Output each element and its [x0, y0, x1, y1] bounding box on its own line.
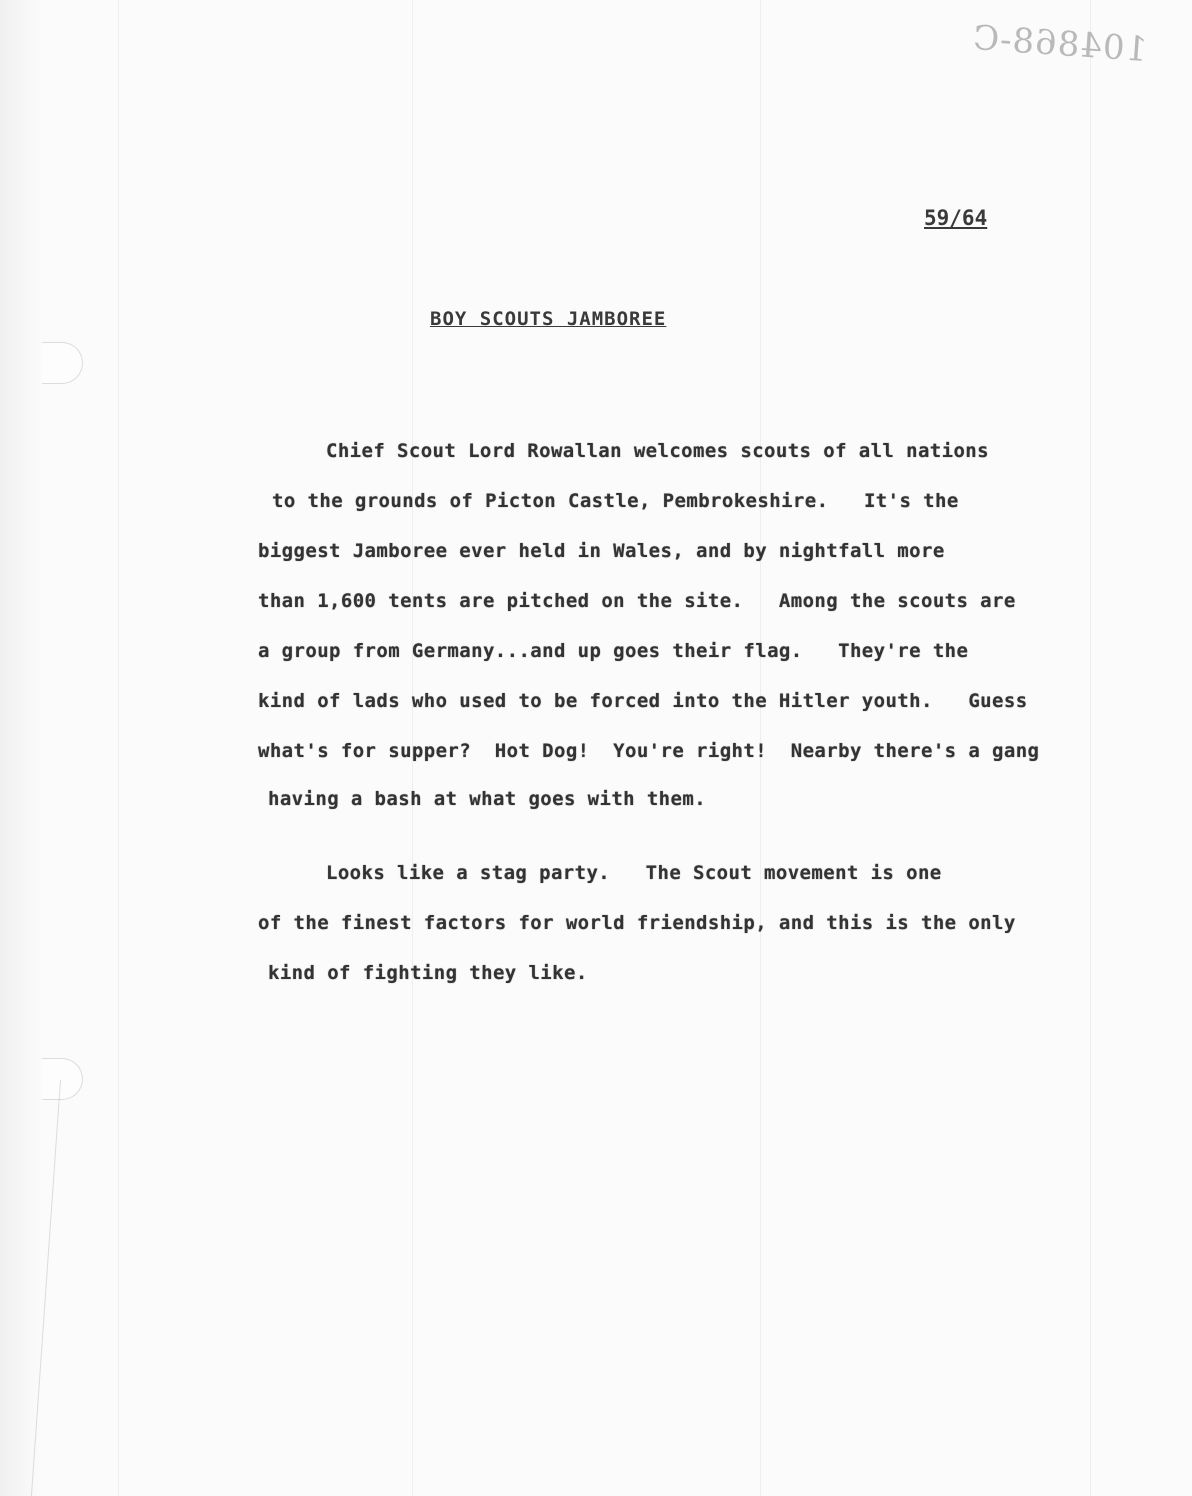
- paragraph1-line: to the grounds of Picton Castle, Pembrokeshire. It's the: [272, 490, 959, 512]
- page-curl-edge: [0, 1080, 61, 1496]
- paragraph1-line: a group from Germany...and up goes their flag. They're the: [258, 640, 969, 662]
- paragraph1-line: than 1,600 tents are pitched on the site. Among the scouts are: [258, 590, 1016, 612]
- paragraph1-line: biggest Jamboree ever held in Wales, and by nightfall more: [258, 540, 945, 562]
- paragraph2-line: of the finest factors for world friendship, and this is the only: [258, 912, 1016, 934]
- paragraph1-line: having a bash at what goes with them.: [268, 788, 707, 810]
- punch-hole: [42, 342, 83, 384]
- scan-streak: [118, 0, 119, 1496]
- scan-streak: [1090, 0, 1091, 1496]
- paragraph1-line: kind of lads who used to be forced into the Hitler youth. Guess: [258, 690, 1028, 712]
- page-number: 59/64: [924, 206, 988, 230]
- document-title: BOY SCOUTS JAMBOREE: [430, 308, 667, 330]
- paragraph2-line: kind of fighting they like.: [268, 962, 588, 984]
- paragraph2-line: Looks like a stag party. The Scout movement is one: [326, 862, 942, 884]
- paragraph1-line: Chief Scout Lord Rowallan welcomes scouts of all nations: [326, 440, 989, 462]
- handwritten-archive-id: 104868-C: [970, 17, 1149, 71]
- paragraph1-line: what's for supper? Hot Dog! You're right! Nearby there's a gang: [258, 740, 1040, 762]
